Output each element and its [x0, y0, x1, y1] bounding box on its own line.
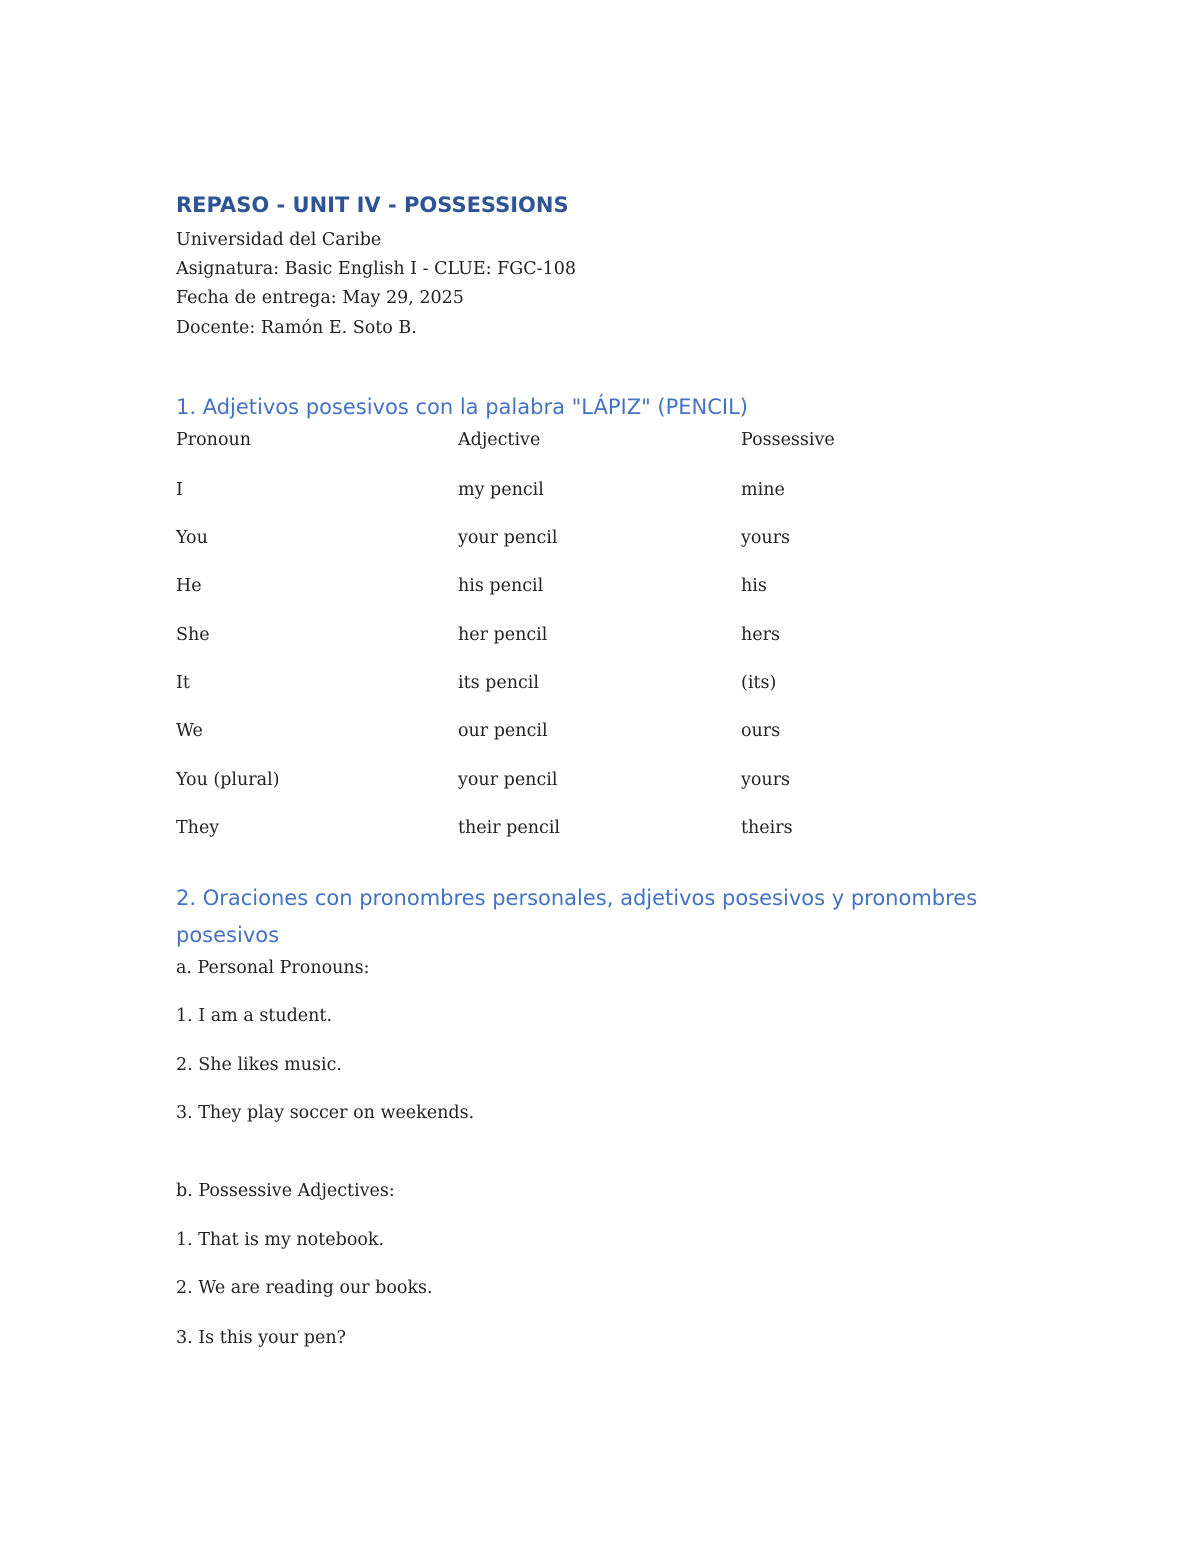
- table-header-possessive: Possessive: [741, 430, 835, 450]
- table-cell: hers: [741, 625, 780, 645]
- section2-heading-line1: 2. Oraciones con pronombres personales, adjetivos posesivos y pronombres: [176, 886, 978, 910]
- table-cell: You: [176, 528, 208, 548]
- list-item: 3. Is this your pen?: [176, 1328, 346, 1348]
- table-cell: yours: [741, 528, 791, 548]
- personal-pronouns-label: a. Personal Pronouns:: [176, 958, 370, 978]
- table-cell: its pencil: [458, 673, 539, 693]
- table-cell: his: [741, 576, 767, 596]
- teacher-line: Docente: Ramón E. Soto B.: [176, 318, 417, 338]
- table-cell: your pencil: [458, 528, 558, 548]
- subject-line: Asignatura: Basic English I - CLUE: FGC-108: [176, 259, 576, 279]
- table-cell: mine: [741, 480, 785, 500]
- table-cell: They: [176, 818, 220, 838]
- table-cell: We: [176, 721, 203, 741]
- table-cell: I: [176, 480, 183, 500]
- section2-heading-line2: posesivos: [176, 923, 280, 947]
- possessive-adjectives-label: b. Possessive Adjectives:: [176, 1181, 395, 1201]
- table-cell: their pencil: [458, 818, 561, 838]
- table-cell: my pencil: [458, 480, 544, 500]
- list-item: 3. They play soccer on weekends.: [176, 1103, 475, 1123]
- table-cell: You (plural): [176, 770, 280, 790]
- list-item: 1. I am a student.: [176, 1006, 333, 1026]
- table-cell: our pencil: [458, 721, 548, 741]
- table-header-pronoun: Pronoun: [176, 430, 252, 450]
- table-header-adjective: Adjective: [458, 430, 541, 450]
- table-cell: She: [176, 625, 210, 645]
- list-item: 2. She likes music.: [176, 1055, 342, 1075]
- document-title: REPASO - UNIT IV - POSSESSIONS: [176, 193, 569, 217]
- table-cell: He: [176, 576, 202, 596]
- table-cell: her pencil: [458, 625, 548, 645]
- table-cell: ours: [741, 721, 781, 741]
- section1-heading: 1. Adjetivos posesivos con la palabra "LÁPIZ" (PENCIL): [176, 395, 748, 419]
- table-cell: It: [176, 673, 190, 693]
- table-cell: your pencil: [458, 770, 558, 790]
- list-item: 1. That is my notebook.: [176, 1230, 385, 1250]
- table-cell: theirs: [741, 818, 793, 838]
- list-item: 2. We are reading our books.: [176, 1278, 433, 1298]
- table-cell: (its): [741, 673, 777, 693]
- date-line: Fecha de entrega: May 29, 2025: [176, 288, 464, 308]
- table-cell: his pencil: [458, 576, 544, 596]
- university-line: Universidad del Caribe: [176, 230, 382, 250]
- table-cell: yours: [741, 770, 791, 790]
